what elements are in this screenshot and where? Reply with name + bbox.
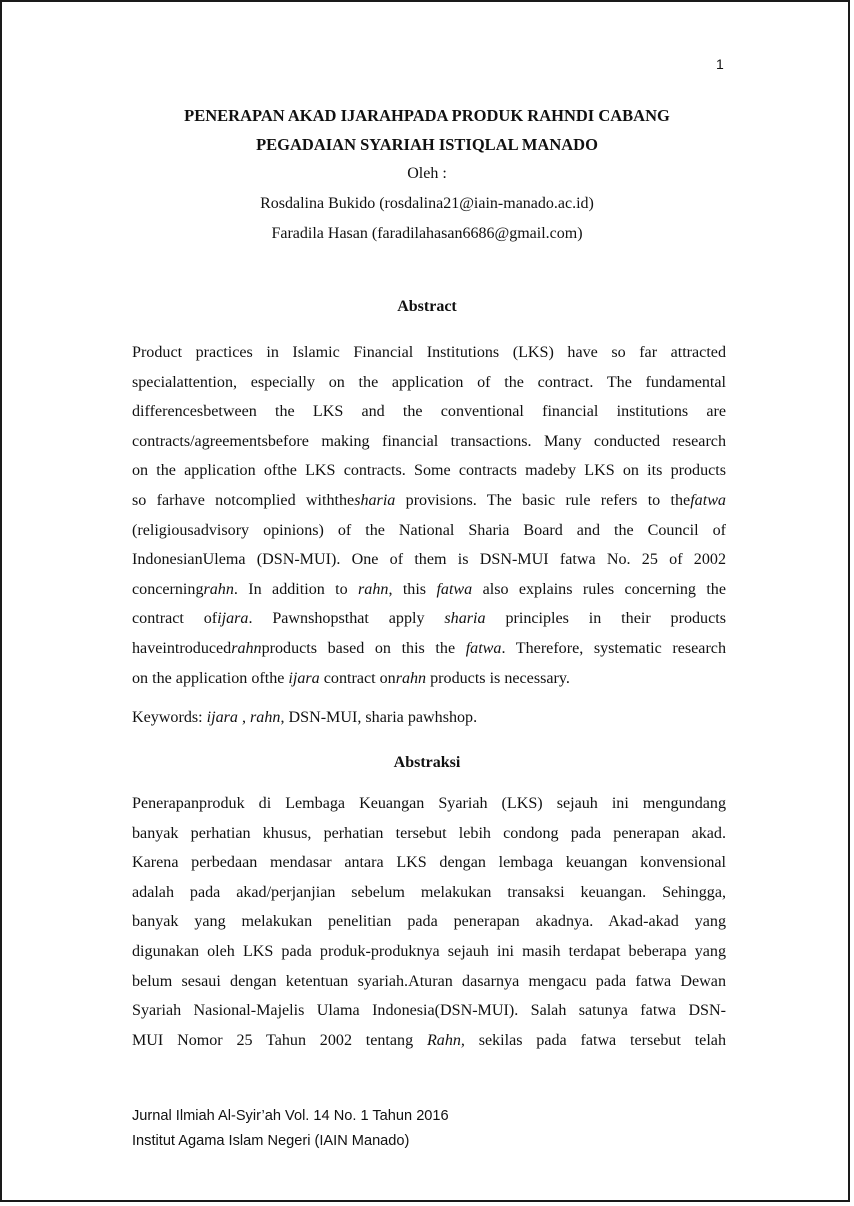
text-line: haveintroducedrahnproducts based on this the fatwa. Therefore, systematic research [132,639,726,657]
text-line: contract ofijara. Pawnshopsthat apply sharia principles in their products [132,610,726,628]
title-line-1: PENERAPAN AKAD IJARAHPADA PRODUK RAHNDI CABANG [184,106,670,125]
text-line: banyak yang melakukan penelitian pada penerapan akadnya. Akad-akad yang [132,913,726,931]
text-line: on the application ofthe LKS contracts. Some contracts madeby LKS on its products [132,462,726,480]
byline: Oleh : [407,165,447,182]
page-number: 1 [716,56,724,72]
text-line: MUI Nomor 25 Tahun 2002 tentang Rahn, sekilas pada fatwa tersebut telah [132,1031,726,1049]
text-line: specialattention, especially on the application of the contract. The fundamental [132,373,726,391]
text-line: on the application ofthe ijara contract onrahn products is necessary. [132,669,570,687]
text-line: Penerapanproduk di Lembaga Keuangan Syariah (LKS) sejauh ini mengundang [132,795,726,812]
text-line: so farhave notcomplied withthesharia provisions. The basic rule refers to thefatwa [132,491,726,509]
text-line: banyak perhatian khusus, perhatian tersebut lebih condong pada penerapan akad. [132,824,726,842]
keywords-label: Keywords: [132,709,203,726]
abstract-heading: Abstract [397,298,457,315]
text-line: contracts/agreementsbefore making financial transactions. Many conducted research [132,432,726,450]
footer-institution: Institut Agama Islam Negeri (IAIN Manado) [132,1133,410,1149]
text-line: Karena perbedaan mendasar antara LKS dengan lembaga keuangan konvensional [132,854,726,872]
text-line: (religiousadvisory opinions) of the National Sharia Board and the Council of [132,521,726,539]
text-line: IndonesianUlema (DSN-MUI). One of them is DSN-MUI fatwa No. 25 of 2002 [132,551,726,569]
text-line: digunakan oleh LKS pada produk-produknya sejauh ini masih terdapat beberapa yang [132,942,726,960]
text-line: concerningrahn. In addition to rahn, this fatwa also explains rules concerning the [132,580,726,598]
text-line: Syariah Nasional-Majelis Ulama Indonesia(DSN-MUI). Salah satunya fatwa DSN- [132,1002,726,1020]
abstract-body [132,338,726,693]
keywords-text: ijara , rahn, DSN-MUI, sharia pawhshop. [206,709,478,726]
text-line: belum sesaui dengan ketentuan syariah.Aturan dasarnya mengacu pada fatwa Dewan [132,972,726,990]
text-line: adalah pada akad/perjanjian sebelum melakukan transaksi keuangan. Sehingga, [132,883,726,901]
footer-journal: Jurnal Ilmiah Al-Syir’ah Vol. 14 No. 1 Tahun 2016 [132,1108,449,1124]
keywords [132,709,477,727]
text-line: differencesbetween the LKS and the conventional financial institutions are [132,403,726,421]
title-line-2: PEGADAIAN SYARIAH ISTIQLAL MANADO [256,135,598,154]
author-1: Rosdalina Bukido (rosdalina21@iain-manado.ac.id) [260,195,594,212]
text-line: Product practices in Islamic Financial Institutions (LKS) have so far attracted [132,344,726,361]
author-2: Faradila Hasan (faradilahasan6686@gmail.com) [271,225,583,242]
abstraksi-body [132,789,726,1055]
abstraksi-heading: Abstraksi [393,754,461,771]
